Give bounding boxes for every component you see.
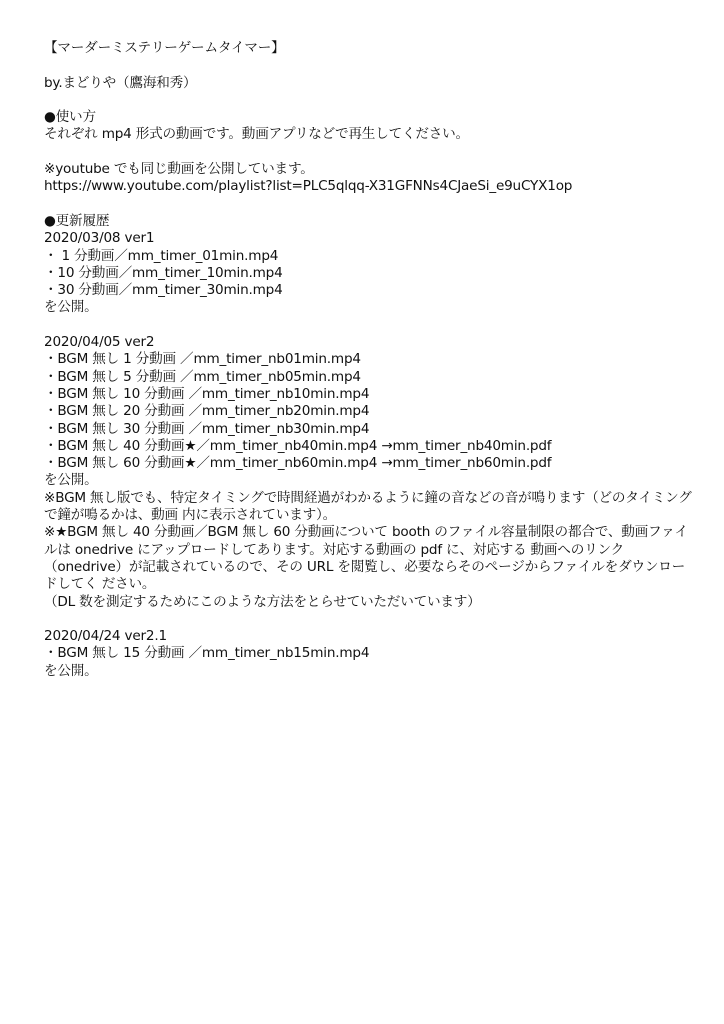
- document-title: 【マーダーミステリーゲームタイマー】: [44, 40, 285, 56]
- note-paragraph: ※★BGM 無し 40 分動画／BGM 無し 60 分動画について booth のファイル容量制限の都合で、動画ファイルは onedrive にアップロードしてあります。対応する動画の pdf に、対応する 動画へのリンク（onedrive）が記載されているので、その URL を閲覧し、必要ならそのページからファイルをダウンロードしてく ださい。: [44, 524, 688, 593]
- spacer: [44, 317, 694, 334]
- list-item: ・10 分動画／mm_timer_10min.mp4: [44, 264, 283, 281]
- version-header-v2: 2020/04/05 ver2: [44, 334, 155, 351]
- release-footer: を公開。: [44, 662, 98, 679]
- version-header-v2-1: 2020/04/24 ver2.1: [44, 628, 167, 645]
- list-item: ・BGM 無し 30 分動画 ／mm_timer_nb30min.mp4: [44, 420, 370, 437]
- usage-text: それぞれ mp4 形式の動画です。動画アプリなどで再生してください。: [44, 126, 469, 143]
- spacer: [44, 92, 694, 109]
- release-footer: を公開。: [44, 299, 98, 316]
- usage-heading: ●使い方: [44, 109, 96, 126]
- list-item: ・BGM 無し 20 分動画 ／mm_timer_nb20min.mp4: [44, 403, 370, 420]
- list-item: ・BGM 無し 15 分動画 ／mm_timer_nb15min.mp4: [44, 645, 370, 662]
- author-line: by.まどりや（鷹海和秀）: [44, 74, 197, 91]
- document-page: [44, 40, 694, 680]
- history-heading: ●更新履歴: [44, 212, 110, 229]
- list-item: ・BGM 無し 1 分動画 ／mm_timer_nb01min.mp4: [44, 351, 361, 368]
- list-item: ・ 1 分動画／mm_timer_01min.mp4: [44, 247, 279, 264]
- list-item: ・BGM 無し 60 分動画★／mm_timer_nb60min.mp4 →mm_timer_nb60min.pdf: [44, 455, 552, 472]
- list-item: ・BGM 無し 40 分動画★／mm_timer_nb40min.mp4 →mm_timer_nb40min.pdf: [44, 437, 552, 454]
- youtube-playlist-link[interactable]: https://www.youtube.com/playlist?list=PLC5qlqq-X31GFNNs4CJaeSi_e9uCYX1op: [44, 178, 573, 195]
- list-item: ・BGM 無し 10 分動画 ／mm_timer_nb10min.mp4: [44, 385, 370, 402]
- list-item: ・30 分動画／mm_timer_30min.mp4: [44, 282, 283, 299]
- spacer: [44, 57, 694, 74]
- note-paragraph: ※BGM 無し版でも、特定タイミングで時間経過がわかるように鐘の音などの音が鳴ります（どのタイミングで鐘が鳴るかは、動画 内に表示されています）。: [44, 489, 692, 524]
- youtube-note: ※youtube でも同じ動画を公開しています。: [44, 161, 314, 178]
- release-footer: を公開。: [44, 472, 98, 489]
- version-header-v1: 2020/03/08 ver1: [44, 230, 155, 247]
- spacer: [44, 196, 694, 213]
- spacer: [44, 611, 694, 628]
- list-item: ・BGM 無し 5 分動画 ／mm_timer_nb05min.mp4: [44, 368, 361, 385]
- note-paragraph: （DL 数を測定するためにこのような方法をとらせていただいています）: [44, 593, 481, 610]
- spacer: [44, 144, 694, 161]
